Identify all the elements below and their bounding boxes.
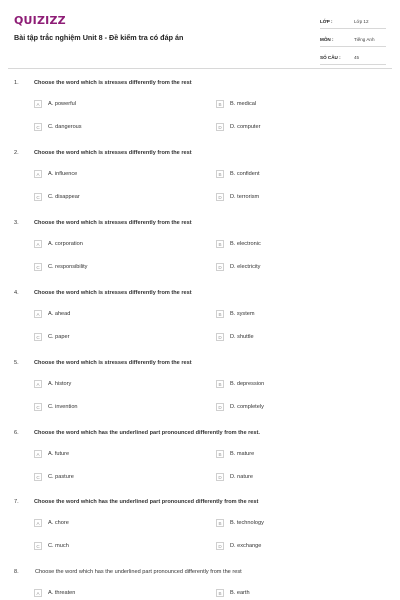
option-letter-box: B [216, 170, 224, 178]
option-letter-box: B [216, 380, 224, 388]
question-text: Choose the word which has the underlined part pronounced differently from the rest [34, 499, 259, 505]
option-b[interactable] [216, 588, 250, 598]
meta-key: LỚP : [320, 18, 333, 24]
question-number: 3. [14, 220, 19, 226]
option-c[interactable] [34, 332, 69, 342]
option-text: B. earth [230, 590, 250, 596]
option-letter-box: A [34, 450, 42, 458]
option-d[interactable] [216, 402, 264, 412]
option-b[interactable] [216, 239, 261, 249]
option-letter-box: C [34, 193, 42, 201]
option-letter-box: D [216, 193, 224, 201]
option-letter-box: C [34, 263, 42, 271]
option-b[interactable] [216, 169, 260, 179]
option-text: A. future [48, 451, 70, 457]
option-text: B. system [230, 311, 255, 317]
question-number: 4. [14, 290, 19, 296]
question-number: 1. [14, 80, 19, 86]
option-letter-box: A [34, 589, 42, 597]
quizizz-logo: QUIZIZZ [14, 14, 66, 27]
option-text: C. dangerous [48, 124, 82, 130]
option-a[interactable] [34, 169, 77, 179]
option-text: A. powerful [48, 101, 76, 107]
option-a[interactable] [34, 518, 69, 528]
option-letter-box: C [34, 473, 42, 481]
meta-value: Lớp 12 [354, 18, 369, 24]
document-meta [320, 14, 386, 68]
option-letter-box: B [216, 519, 224, 527]
option-text: C. disappear [48, 194, 80, 200]
option-c[interactable] [34, 122, 82, 132]
meta-row-class [320, 14, 386, 29]
option-text: B. mature [230, 451, 255, 457]
question-text: Choose the word which is stresses differently from the rest [34, 290, 192, 296]
option-d[interactable] [216, 122, 260, 132]
option-text: D. completely [230, 404, 264, 410]
option-letter-box: D [216, 123, 224, 131]
option-b[interactable] [216, 449, 254, 459]
option-letter-box: A [34, 100, 42, 108]
option-letter-box: B [216, 100, 224, 108]
option-text: A. threaten [48, 590, 76, 596]
option-text: B. confident [230, 171, 260, 177]
option-letter-box: B [216, 310, 224, 318]
option-c[interactable] [34, 472, 74, 482]
option-text: C. invention [48, 404, 78, 410]
option-letter-box: A [34, 310, 42, 318]
option-text: B. electronic [230, 241, 261, 247]
option-text: A. chore [48, 520, 69, 526]
option-letter-box: B [216, 240, 224, 248]
option-text: D. computer [230, 124, 261, 130]
option-text: A. history [48, 381, 72, 387]
option-c[interactable] [34, 262, 87, 272]
option-text: D. terrorism [230, 194, 260, 200]
option-text: B. technology [230, 520, 264, 526]
option-letter-box: A [34, 240, 42, 248]
option-a[interactable] [34, 99, 76, 109]
question-text: Choose the word which is stresses differently from the rest [34, 150, 192, 156]
option-text: C. pasture [48, 474, 74, 480]
option-text: D. electricity [230, 264, 261, 270]
option-c[interactable] [34, 541, 69, 551]
option-text: B. depression [230, 381, 265, 387]
question-number: 7. [14, 499, 19, 505]
meta-key: MÔN : [320, 36, 334, 42]
option-letter-box: B [216, 589, 224, 597]
option-letter-box: B [216, 450, 224, 458]
question-number: 8. [14, 569, 19, 575]
option-letter-box: D [216, 333, 224, 341]
option-letter-box: A [34, 170, 42, 178]
option-a[interactable] [34, 379, 71, 389]
option-letter-box: A [34, 519, 42, 527]
question-text: Choose the word which is stresses differently from the rest [34, 220, 192, 226]
meta-value: 45 [354, 54, 360, 60]
meta-key: SỐ CÂU : [320, 54, 341, 60]
option-b[interactable] [216, 518, 264, 528]
option-b[interactable] [216, 379, 264, 389]
option-letter-box: D [216, 263, 224, 271]
option-text: B. medical [230, 101, 257, 107]
header-divider [8, 68, 392, 69]
question-text: Choose the word which is stresses differently from the rest [34, 80, 192, 86]
option-d[interactable] [216, 192, 259, 202]
option-letter-box: A [34, 380, 42, 388]
option-letter-box: D [216, 473, 224, 481]
option-c[interactable] [34, 402, 78, 412]
option-d[interactable] [216, 332, 254, 342]
option-text: C. responsibility [48, 264, 88, 270]
option-letter-box: C [34, 333, 42, 341]
option-letter-box: C [34, 403, 42, 411]
option-d[interactable] [216, 541, 261, 551]
option-text: C. paper [48, 334, 70, 340]
option-text: A. influence [48, 171, 78, 177]
option-d[interactable] [216, 472, 253, 482]
question-number: 6. [14, 430, 19, 436]
meta-row-question-count [320, 50, 386, 65]
question-number: 2. [14, 150, 19, 156]
option-letter-box: C [34, 542, 42, 550]
option-text: C. much [48, 543, 69, 549]
option-letter-box: C [34, 123, 42, 131]
option-b[interactable] [216, 99, 256, 109]
meta-row-subject [320, 32, 386, 47]
option-text: D. shuttle [230, 334, 254, 340]
option-letter-box: D [216, 542, 224, 550]
option-a[interactable] [34, 239, 83, 249]
option-text: A. ahead [48, 311, 71, 317]
option-text: A. corporation [48, 241, 83, 247]
option-c[interactable] [34, 192, 80, 202]
document-header [0, 0, 400, 68]
option-a[interactable] [34, 309, 70, 319]
question-text: Choose the word which has the underlined part pronounced differently from the rest. [34, 430, 260, 436]
option-letter-box: D [216, 403, 224, 411]
question-text: Choose the word which has the underlined part pronounced differently from the rest [35, 569, 242, 575]
question-text: Choose the word which is stresses differently from the rest [34, 360, 192, 366]
option-b[interactable] [216, 309, 255, 319]
option-d[interactable] [216, 262, 260, 272]
document-title: Bài tập trắc nghiệm Unit 8 - Đề kiểm tra có đáp án [14, 33, 184, 42]
question-number: 5. [14, 360, 19, 366]
option-text: D. nature [230, 474, 254, 480]
option-a[interactable] [34, 588, 75, 598]
meta-value: Tiếng Anh [354, 36, 375, 42]
option-text: D. exchange [230, 543, 262, 549]
option-a[interactable] [34, 449, 69, 459]
